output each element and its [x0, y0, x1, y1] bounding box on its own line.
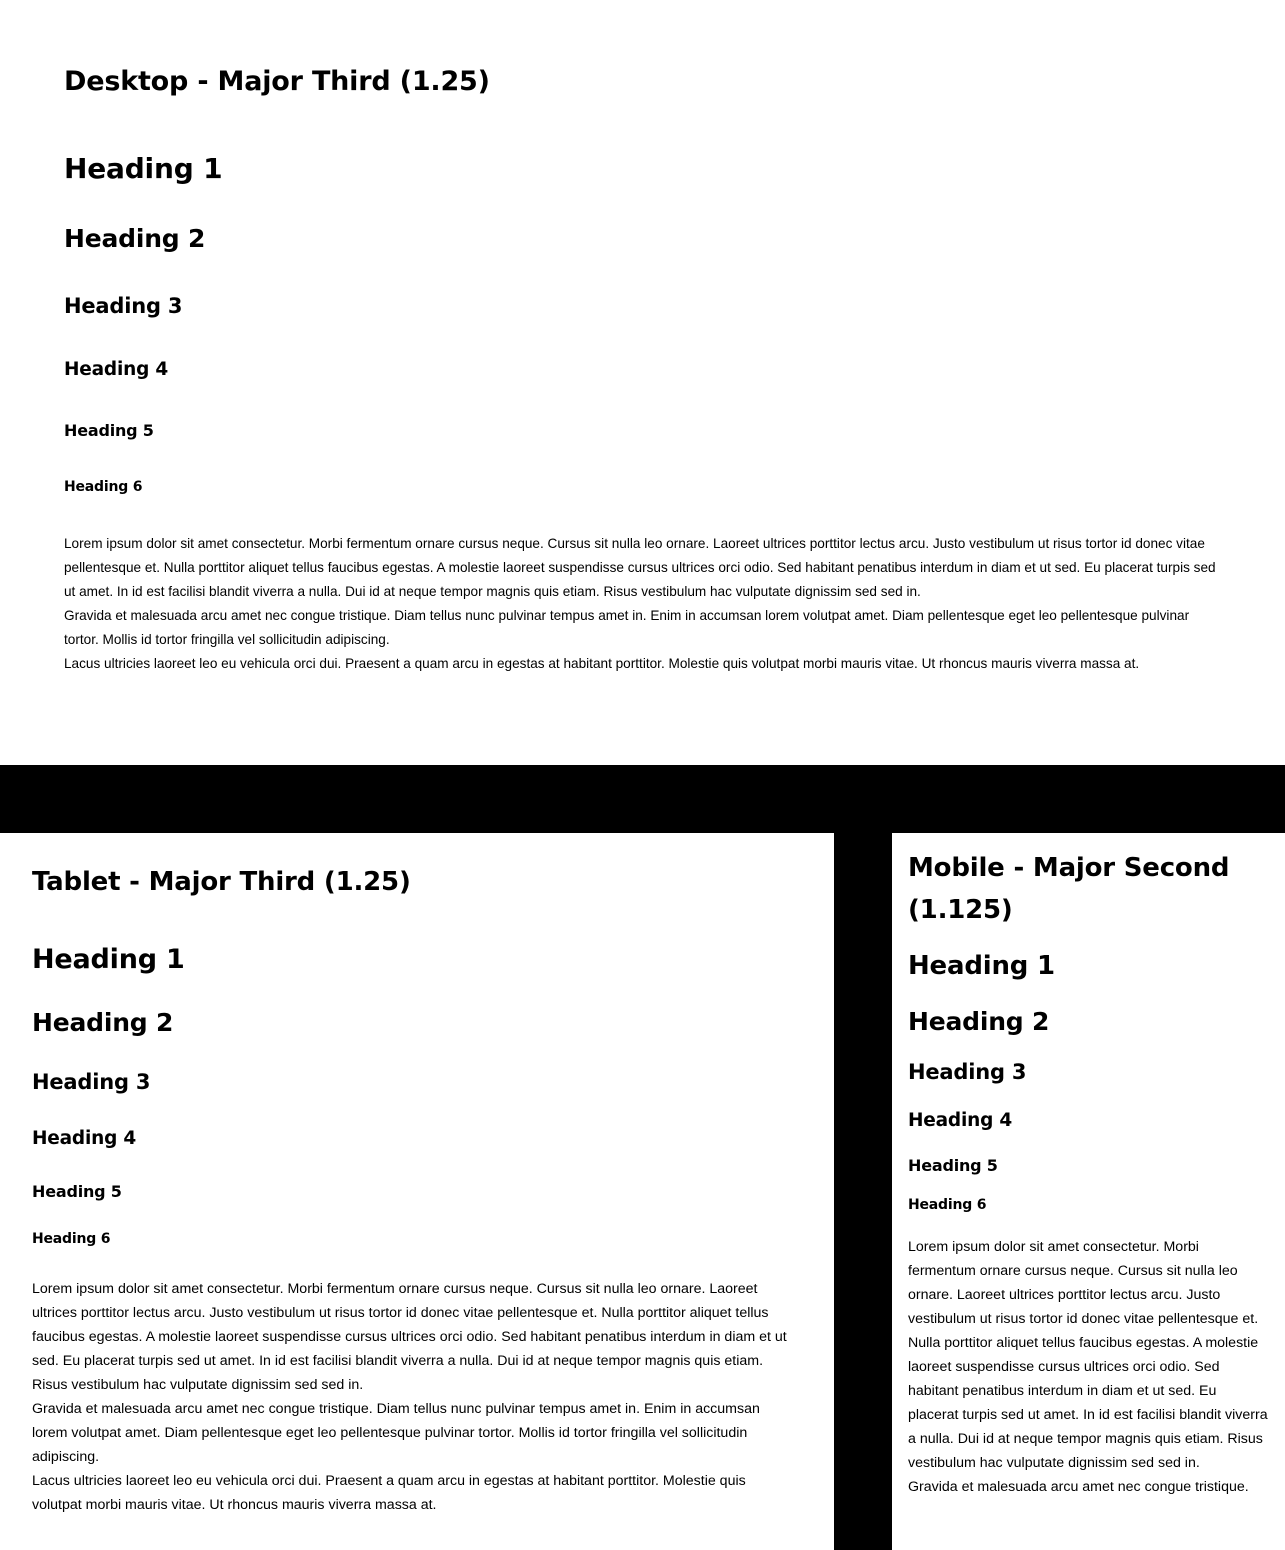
mobile-section	[892, 833, 1285, 1550]
mobile-paragraph-2: Gravida et malesuada arcu amet nec congue tristique.	[908, 1479, 1249, 1495]
tablet-heading-2: Heading 2	[32, 1008, 174, 1037]
tablet-heading-5: Heading 5	[32, 1182, 122, 1201]
mobile-heading-2: Heading 2	[908, 1007, 1050, 1036]
mobile-body-text	[908, 1235, 1268, 1499]
tablet-body-text	[32, 1277, 797, 1517]
tablet-section-title: Tablet - Major Third (1.25)	[32, 867, 411, 897]
mobile-heading-5: Heading 5	[908, 1156, 998, 1175]
tablet-paragraph-1: Lorem ipsum dolor sit amet consectetur. Morbi fermentum ornare cursus neque. Cursus sit nulla leo ornare. Laoreet ultrices porttitor lectus arcu. Justo vestibulum ut risus tortor id donec vitae pellentesque et. Nulla porttitor aliquet tellus faucibus egestas. A molestie laoreet suspendisse cursus ultrices orci odio. Sed habitant penatibus interdum in diam et ut sed. Eu placerat turpis sed ut amet. In id est facilisi blandit viverra a nulla. Dui id at neque tempor magnis quis etiam. Risus vestibulum hac vulputate dignissim sed sed in.	[32, 1281, 787, 1393]
desktop-paragraph-3: Lacus ultricies laoreet leo eu vehicula orci dui. Praesent a quam arcu in egestas at habitant porttitor. Molestie quis volutpat morbi mauris vitae. Ut rhoncus mauris viverra massa at.	[64, 656, 1140, 671]
tablet-paragraph-2: Gravida et malesuada arcu amet nec congue tristique. Diam tellus nunc pulvinar tempus amet in. Enim in accumsan lorem volutpat amet. Diam pellentesque eget leo pellentesque pulvinar tortor. Mollis id tortor fringilla vel sollicitudin adipiscing.	[32, 1401, 760, 1465]
tablet-heading-6: Heading 6	[32, 1231, 111, 1247]
desktop-body-text	[64, 532, 1224, 676]
desktop-heading-2: Heading 2	[64, 224, 206, 253]
desktop-paragraph-1: Lorem ipsum dolor sit amet consectetur. Morbi fermentum ornare cursus neque. Cursus sit nulla leo ornare. Laoreet ultrices porttitor lectus arcu. Justo vestibulum ut risus tortor id donec vitae pellentesque et. Nulla porttitor aliquet tellus faucibus egestas. A molestie laoreet suspendisse cursus ultrices orci odio. Sed habitant penatibus interdum in diam et ut sed. Eu placerat turpis sed ut amet. In id est facilisi blandit viverra a nulla. Dui id at neque tempor magnis quis etiam. Risus vestibulum hac vulputate dignissim sed sed in.	[64, 536, 1216, 599]
desktop-paragraph-2: Gravida et malesuada arcu amet nec congue tristique. Diam tellus nunc pulvinar tempus amet in. Enim in accumsan lorem volutpat amet. Diam pellentesque eget leo pellentesque pulvinar tortor. Mollis id tortor fringilla vel sollicitudin adipiscing.	[64, 608, 1190, 647]
tablet-heading-1: Heading 1	[32, 944, 185, 975]
mobile-heading-4: Heading 4	[908, 1110, 1013, 1131]
desktop-heading-1: Heading 1	[64, 152, 223, 185]
horizontal-divider-band	[0, 765, 1285, 833]
mobile-heading-3: Heading 3	[908, 1060, 1027, 1084]
mobile-heading-6: Heading 6	[908, 1197, 987, 1213]
mobile-heading-1: Heading 1	[908, 951, 1055, 981]
tablet-section	[0, 833, 834, 1550]
desktop-section	[0, 0, 1285, 765]
tablet-heading-3: Heading 3	[32, 1070, 151, 1094]
mobile-section-title: Mobile - Major Second (1.125)	[908, 853, 1230, 925]
desktop-heading-3: Heading 3	[64, 294, 183, 318]
desktop-section-title: Desktop - Major Third (1.25)	[64, 66, 490, 97]
tablet-heading-4: Heading 4	[32, 1128, 137, 1149]
desktop-heading-5: Heading 5	[64, 421, 154, 440]
desktop-heading-6: Heading 6	[64, 479, 143, 495]
desktop-heading-4: Heading 4	[64, 359, 169, 380]
tablet-paragraph-3: Lacus ultricies laoreet leo eu vehicula orci dui. Praesent a quam arcu in egestas at habitant porttitor. Molestie quis volutpat morbi mauris vitae. Ut rhoncus mauris viverra massa at.	[32, 1473, 746, 1513]
vertical-divider-column	[834, 833, 892, 1550]
mobile-paragraph-1: Lorem ipsum dolor sit amet consectetur. Morbi fermentum ornare cursus neque. Cursus sit nulla leo ornare. Laoreet ultrices porttitor lectus arcu. Justo vestibulum ut risus tortor id donec vitae pellentesque et. Nulla porttitor aliquet tellus faucibus egestas. A molestie laoreet suspendisse cursus ultrices orci odio. Sed habitant penatibus interdum in diam et ut sed. Eu placerat turpis sed ut amet. In id est facilisi blandit viverra a nulla. Dui id at neque tempor magnis quis etiam. Risus vestibulum hac vulputate dignissim sed sed in.	[908, 1239, 1268, 1471]
